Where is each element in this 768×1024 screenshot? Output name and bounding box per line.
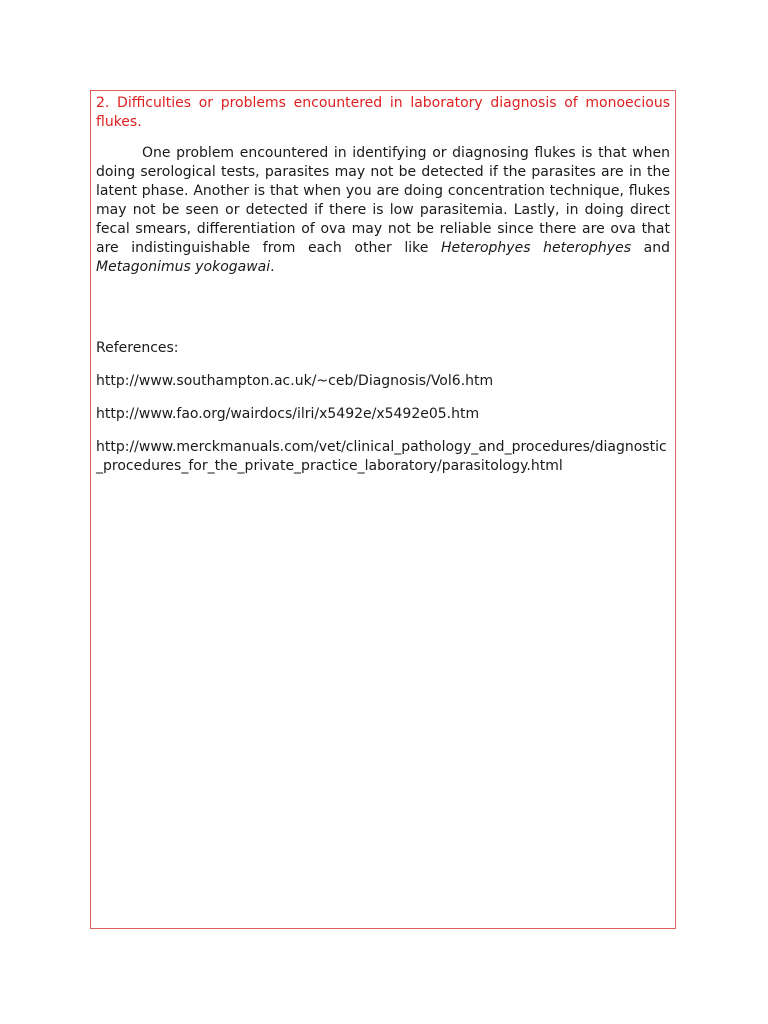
paragraph-conjunction: and — [631, 240, 670, 256]
paragraph-text: One problem encountered in identifying or diagnosing flukes is that when doing serological tests, parasites may not be detected if the parasites are in the latent phase. Another is that when you are doing concentration technique, flukes may not be seen or detected if there is low parasitemia. Lastly, in doing direct fecal smears, differentiation of ova may not be reliable since there are ova that are indistinguishable from each other like — [96, 145, 670, 256]
reference-link[interactable]: http://www.merckmanuals.com/vet/clinical_pathology_and_procedures/diagnostic_procedures_for_the_private_practice_laboratory/parasitology.html — [96, 439, 667, 474]
species-name-1: Heterophyes heterophyes — [440, 240, 632, 256]
body-paragraph — [96, 144, 670, 277]
reference-link[interactable]: http://www.southampton.ac.uk/~ceb/Diagnosis/Vol6.htm — [96, 373, 494, 389]
species-name-2: Metagonimus yokogawai — [96, 259, 271, 275]
section-heading: 2. Difficulties or problems encountered in laboratory diagnosis of monoecious flukes. — [96, 95, 670, 130]
document-content — [96, 94, 670, 490]
document-frame — [90, 90, 676, 929]
reference-link[interactable]: http://www.fao.org/wairdocs/ilri/x5492e/x5492e05.htm — [96, 406, 480, 422]
paragraph-end: . — [270, 259, 275, 275]
references-title: References: — [96, 340, 179, 356]
